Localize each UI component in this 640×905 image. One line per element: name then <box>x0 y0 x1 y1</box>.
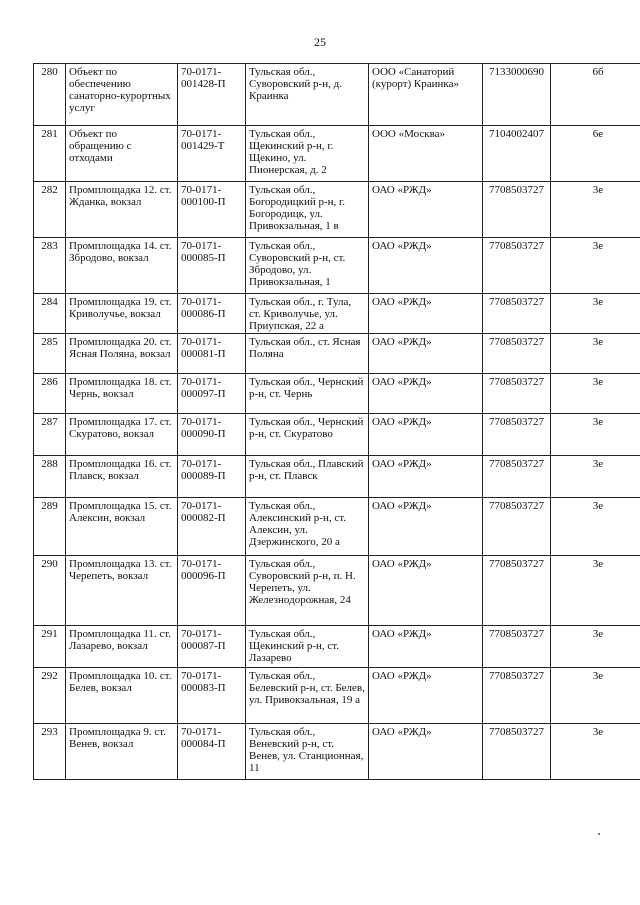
table-body <box>34 64 640 780</box>
owner-name: ОАО «РЖД» <box>369 238 483 294</box>
object-address: Тульская обл., г. Тула, ст. Криволучье, ул. Приупская, 22 а <box>246 294 369 334</box>
owner-inn: 7708503727 <box>483 556 551 626</box>
object-category: 3е <box>551 334 640 374</box>
object-name: Объект по обращению с отходами <box>66 126 178 182</box>
object-category: 3е <box>551 374 640 414</box>
row-number: 280 <box>34 64 66 126</box>
owner-name: ОАО «РЖД» <box>369 724 483 780</box>
row-number: 293 <box>34 724 66 780</box>
object-code: 70-0171-000082-П <box>178 498 246 556</box>
object-address: Тульская обл., ст. Ясная Поляна <box>246 334 369 374</box>
object-name: Промплощадка 9. ст. Венев, вокзал <box>66 724 178 780</box>
object-address: Тульская обл., Суворовский р-н, п. Н. Черепеть, ул. Железнодорожная, 24 <box>246 556 369 626</box>
object-address: Тульская обл., Суворовский р-н, д. Краинка <box>246 64 369 126</box>
object-address: Тульская обл., Суворовский р-н, ст. Збродово, ул. Привокзальная, 1 <box>246 238 369 294</box>
row-number: 291 <box>34 626 66 668</box>
object-address: Тульская обл., Богородицкий р-н, г. Богородицк, ул. Привокзальная, 1 в <box>246 182 369 238</box>
table-row <box>34 64 640 126</box>
object-name: Промплощадка 14. ст. Збродово, вокзал <box>66 238 178 294</box>
object-name: Промплощадка 16. ст. Плавск, вокзал <box>66 456 178 498</box>
object-category: 6б <box>551 64 640 126</box>
owner-inn: 7133000690 <box>483 64 551 126</box>
row-number: 292 <box>34 668 66 724</box>
owner-inn: 7708503727 <box>483 374 551 414</box>
owner-name: ОАО «РЖД» <box>369 668 483 724</box>
object-category: 3е <box>551 626 640 668</box>
object-name: Промплощадка 12. ст. Жданка, вокзал <box>66 182 178 238</box>
owner-name: ОАО «РЖД» <box>369 456 483 498</box>
object-category: 3е <box>551 556 640 626</box>
object-name: Промплощадка 19. ст. Криволучье, вокзал <box>66 294 178 334</box>
owner-inn: 7708503727 <box>483 498 551 556</box>
object-name: Промплощадка 10. ст. Белев, вокзал <box>66 668 178 724</box>
object-category: 3е <box>551 668 640 724</box>
owner-name: ООО «Санаторий (курорт) Краинка» <box>369 64 483 126</box>
owner-name: ОАО «РЖД» <box>369 556 483 626</box>
owner-inn: 7104002407 <box>483 126 551 182</box>
object-address: Тульская обл., Алексинский р-н, ст. Алексин, ул. Дзержинского, 20 а <box>246 498 369 556</box>
table-row <box>34 456 640 498</box>
object-category: 3е <box>551 414 640 456</box>
object-code: 70-0171-000087-П <box>178 626 246 668</box>
object-code: 70-0171-001428-П <box>178 64 246 126</box>
owner-inn: 7708503727 <box>483 626 551 668</box>
owner-inn: 7708503727 <box>483 668 551 724</box>
row-number: 286 <box>34 374 66 414</box>
object-address: Тульская обл., Чернский р-н, ст. Чернь <box>246 374 369 414</box>
object-category: 3е <box>551 456 640 498</box>
owner-inn: 7708503727 <box>483 456 551 498</box>
object-name: Объект по обеспечению санаторно-курортных услуг <box>66 64 178 126</box>
row-number: 290 <box>34 556 66 626</box>
table-row <box>34 724 640 780</box>
owner-inn: 7708503727 <box>483 334 551 374</box>
object-address: Тульская обл., Щекинский р-н, ст. Лазарево <box>246 626 369 668</box>
owner-name: ОАО «РЖД» <box>369 334 483 374</box>
object-category: 3е <box>551 182 640 238</box>
object-category: 3е <box>551 498 640 556</box>
object-name: Промплощадка 17. ст. Скуратово, вокзал <box>66 414 178 456</box>
object-code: 70-0171-000096-П <box>178 556 246 626</box>
owner-name: ООО «Москва» <box>369 126 483 182</box>
owner-name: ОАО «РЖД» <box>369 498 483 556</box>
object-code: 70-0171-000100-П <box>178 182 246 238</box>
object-category: 3е <box>551 238 640 294</box>
table-row <box>34 374 640 414</box>
object-category: 3е <box>551 724 640 780</box>
row-number: 283 <box>34 238 66 294</box>
table-row <box>34 182 640 238</box>
object-code: 70-0171-000085-П <box>178 238 246 294</box>
object-category: 6е <box>551 126 640 182</box>
row-number: 285 <box>34 334 66 374</box>
table-row <box>34 126 640 182</box>
table-row <box>34 238 640 294</box>
object-code: 70-0171-000090-П <box>178 414 246 456</box>
object-address: Тульская обл., Плавский р-н, ст. Плавск <box>246 456 369 498</box>
page-number: 25 <box>314 35 326 49</box>
row-number: 282 <box>34 182 66 238</box>
owner-inn: 7708503727 <box>483 294 551 334</box>
table-row <box>34 626 640 668</box>
object-code: 70-0171-001429-Т <box>178 126 246 182</box>
row-number: 284 <box>34 294 66 334</box>
row-number: 288 <box>34 456 66 498</box>
table-row <box>34 334 640 374</box>
object-address: Тульская обл., Чернский р-н, ст. Скуратово <box>246 414 369 456</box>
owner-inn: 7708503727 <box>483 724 551 780</box>
object-category: 3е <box>551 294 640 334</box>
object-name: Промплощадка 20. ст. Ясная Поляна, вокзал <box>66 334 178 374</box>
object-code: 70-0171-000081-П <box>178 334 246 374</box>
owner-name: ОАО «РЖД» <box>369 414 483 456</box>
row-number: 281 <box>34 126 66 182</box>
object-name: Промплощадка 15. ст. Алексин, вокзал <box>66 498 178 556</box>
owner-inn: 7708503727 <box>483 182 551 238</box>
owner-name: ОАО «РЖД» <box>369 294 483 334</box>
object-code: 70-0171-000097-П <box>178 374 246 414</box>
object-code: 70-0171-000083-П <box>178 668 246 724</box>
owner-inn: 7708503727 <box>483 238 551 294</box>
row-number: 289 <box>34 498 66 556</box>
owner-inn: 7708503727 <box>483 414 551 456</box>
object-address: Тульская обл., Веневский р-н, ст. Венев, ул. Станционная, 11 <box>246 724 369 780</box>
owner-name: ОАО «РЖД» <box>369 374 483 414</box>
table-row <box>34 556 640 626</box>
object-name: Промплощадка 13. ст. Черепеть, вокзал <box>66 556 178 626</box>
object-name: Промплощадка 18. ст. Чернь, вокзал <box>66 374 178 414</box>
object-address: Тульская обл., Щекинский р-н, г. Щекино, ул. Пионерская, д. 2 <box>246 126 369 182</box>
table-row <box>34 294 640 334</box>
table-row <box>34 668 640 724</box>
object-code: 70-0171-000084-П <box>178 724 246 780</box>
row-number: 287 <box>34 414 66 456</box>
table-row <box>34 414 640 456</box>
object-address: Тульская обл., Белевский р-н, ст. Белев, ул. Привокзальная, 19 а <box>246 668 369 724</box>
object-code: 70-0171-000086-П <box>178 294 246 334</box>
owner-name: ОАО «РЖД» <box>369 626 483 668</box>
scan-speck <box>598 833 600 835</box>
object-name: Промплощадка 11. ст. Лазарево, вокзал <box>66 626 178 668</box>
table-row <box>34 498 640 556</box>
registry-table <box>33 63 640 780</box>
object-code: 70-0171-000089-П <box>178 456 246 498</box>
owner-name: ОАО «РЖД» <box>369 182 483 238</box>
